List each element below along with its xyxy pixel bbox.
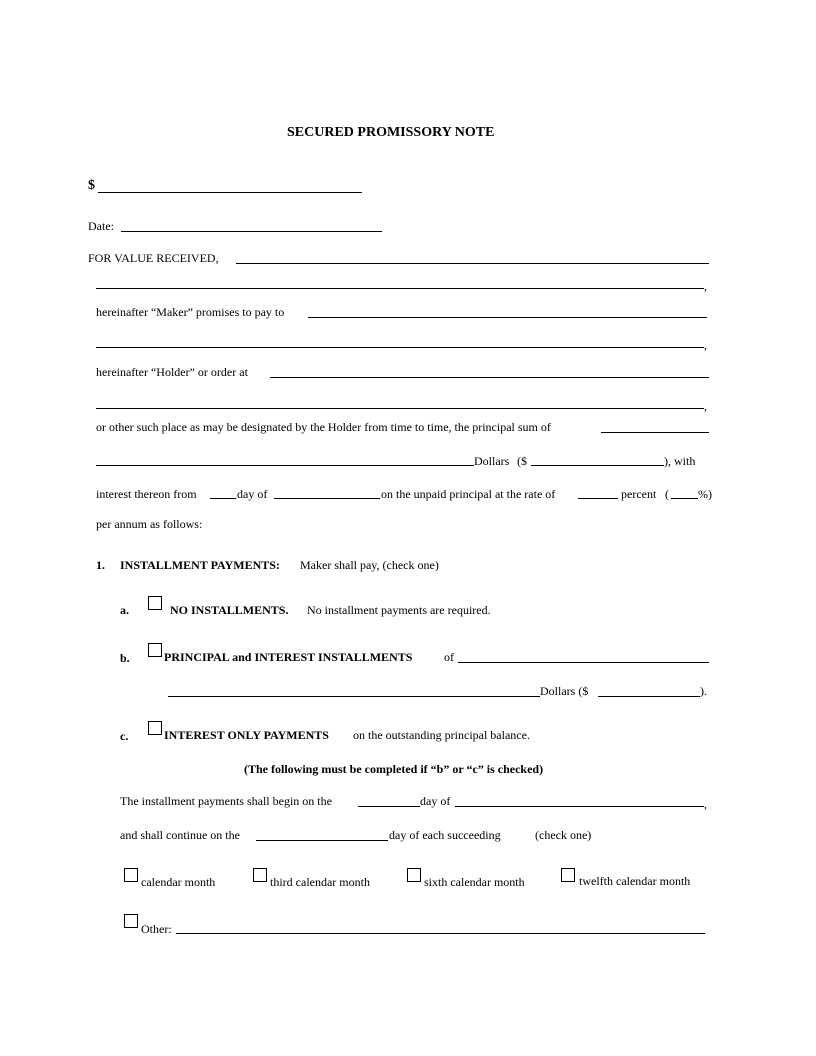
section-text: Maker shall pay, (check one) (300, 558, 439, 572)
unpaid-rate-text: on the unpaid principal at the rate of (381, 487, 556, 501)
per-annum-text: per annum as follows: (96, 517, 203, 531)
interest-month-field[interactable] (274, 498, 380, 499)
amount-field[interactable] (98, 192, 362, 193)
option-c-letter: c. (120, 729, 129, 743)
percent-close: %) (698, 487, 712, 501)
principal-sum-field[interactable] (601, 432, 709, 433)
section-heading: INSTALLMENT PAYMENTS: (120, 558, 280, 572)
percent-text: percent (621, 487, 657, 501)
option-a-letter: a. (120, 603, 129, 617)
option-c-text: on the outstanding principal balance. (353, 728, 530, 742)
date-field[interactable] (121, 231, 382, 232)
period-twelfth-month: twelfth calendar month (579, 874, 691, 888)
period-calendar-month: calendar month (141, 875, 216, 889)
option-b-heading: PRINCIPAL and INTEREST INSTALLMENTS (164, 650, 413, 664)
installment-number-field[interactable] (598, 696, 700, 697)
option-b-checkbox[interactable] (148, 643, 162, 657)
day-of-text: day of (237, 487, 268, 501)
continue-text: and shall continue on the (120, 828, 240, 842)
dollar-open: ($ (517, 454, 527, 468)
begin-day-of: day of (420, 794, 451, 808)
holder-address-field[interactable] (270, 377, 709, 378)
sixth-month-checkbox[interactable] (407, 868, 421, 882)
continue-day-field[interactable] (256, 840, 388, 841)
option-b-letter: b. (120, 651, 130, 665)
holder-address-field-continued[interactable] (96, 408, 704, 409)
other-checkbox[interactable] (124, 914, 138, 928)
installment-amount-field[interactable] (458, 662, 709, 663)
rate-words-field[interactable] (578, 498, 618, 499)
maker-name-field[interactable] (236, 263, 709, 264)
rate-number-field[interactable] (671, 498, 698, 499)
date-label: Date: (88, 219, 114, 233)
other-label: Other: (141, 922, 172, 936)
option-a-heading: NO INSTALLMENTS. (170, 603, 289, 617)
begin-text: The installment payments shall begin on the (120, 794, 332, 808)
interest-from-text: interest thereon from (96, 487, 197, 501)
period-third-month: third calendar month (270, 875, 370, 889)
comma: , (704, 797, 707, 811)
begin-month-field[interactable] (455, 806, 704, 807)
third-month-checkbox[interactable] (253, 868, 267, 882)
each-succeeding-text: day of each succeeding (389, 828, 501, 842)
principal-amount-field[interactable] (531, 465, 664, 466)
holder-text: hereinafter “Holder” or order at (96, 365, 248, 379)
twelfth-month-checkbox[interactable] (561, 868, 575, 882)
begin-day-field[interactable] (358, 806, 420, 807)
other-field[interactable] (176, 933, 705, 934)
holder-name-field[interactable] (308, 317, 707, 318)
option-b-dollars: Dollars ($ (540, 684, 589, 698)
period-sixth-month: sixth calendar month (424, 875, 525, 889)
paren-open: ( (665, 487, 669, 501)
comma: , (704, 338, 707, 352)
maker-text: hereinafter “Maker” promises to pay to (96, 305, 285, 319)
calendar-month-checkbox[interactable] (124, 868, 138, 882)
option-a-text: No installment payments are required. (307, 603, 491, 617)
option-b-of: of (444, 650, 454, 664)
installment-words-field[interactable] (168, 696, 540, 697)
option-c-checkbox[interactable] (148, 721, 162, 735)
principal-words-field[interactable] (96, 465, 474, 466)
dollar-sign: $ (88, 178, 95, 193)
option-a-checkbox[interactable] (148, 596, 162, 610)
comma: , (704, 399, 707, 413)
section-number: 1. (96, 558, 105, 572)
with-text: ), with (664, 454, 696, 468)
for-value-label: FOR VALUE RECEIVED, (88, 251, 219, 265)
designated-text: or other such place as may be designated by the Holder from time to time, the principal sum of (96, 420, 551, 434)
holder-name-field-continued[interactable] (96, 347, 704, 348)
interest-day-field[interactable] (210, 498, 236, 499)
comma: , (704, 279, 707, 293)
page-title: SECURED PROMISSORY NOTE (287, 125, 495, 140)
dollars-label: Dollars (474, 454, 510, 468)
option-c-heading: INTEREST ONLY PAYMENTS (164, 728, 329, 742)
option-b-close: ). (700, 684, 707, 698)
maker-name-field-continued[interactable] (96, 288, 704, 289)
completion-note: (The following must be completed if “b” or “c” is checked) (244, 762, 544, 776)
check-one-text: (check one) (535, 828, 592, 842)
